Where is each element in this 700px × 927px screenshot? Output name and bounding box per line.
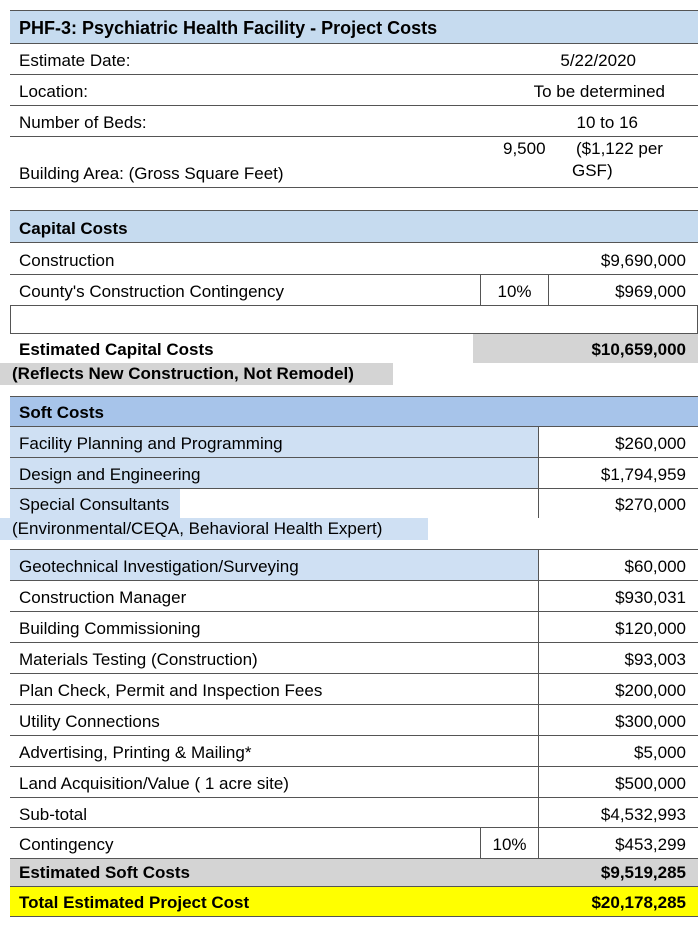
building-area-note-1: ($1,122 per [576,139,663,158]
soft-row [10,704,698,735]
soft-costs-header [10,396,698,426]
info-row-location [10,74,698,105]
percent-cell: 10% [480,828,539,858]
section-title: Soft Costs [19,403,104,422]
row-value: $930,031 [615,588,686,607]
total-value: $10,659,000 [591,340,686,359]
row-value: $1,794,959 [539,458,698,488]
capital-row-construction [10,242,698,274]
row-label: Sub-total [19,805,88,824]
page-title: PHF-3: Psychiatric Health Facility - Project Costs [19,18,438,38]
info-value: 5/22/2020 [560,51,636,70]
grand-total-row [10,886,698,917]
row-label: Land Acquisition/Value ( 1 acre site) [19,774,289,793]
info-value: 10 to 16 [576,113,638,132]
row-label: Facility Planning and Programming [19,434,283,453]
row-value: $9,690,000 [600,251,686,270]
info-row-building-area [10,136,698,188]
row-label: Construction [19,251,115,270]
soft-row [10,457,698,488]
row-label: Contingency [19,835,114,854]
soft-row [10,735,698,766]
capital-note: (Reflects New Construction, Not Remodel) [12,364,354,383]
capital-empty-row [10,306,698,333]
section-title: Capital Costs [19,219,128,238]
column-divider [538,674,539,704]
column-divider [538,736,539,766]
row-value: $453,299 [615,835,686,854]
grand-total-label: Total Estimated Project Cost [19,893,250,912]
column-divider [538,705,539,735]
row-value: $60,000 [624,557,686,576]
grand-total-value: $20,178,285 [591,893,686,912]
row-value: $300,000 [615,712,686,731]
info-label: Estimate Date: [19,51,131,70]
soft-row-contingency [10,827,698,858]
row-label: Geotechnical Investigation/Surveying [19,557,299,576]
info-value: To be determined [533,82,665,101]
row-label: Building Commissioning [19,619,201,638]
soft-row [10,488,698,518]
row-label: Materials Testing (Construction) [19,650,258,669]
column-divider [538,612,539,642]
soft-row [10,797,698,828]
soft-row [10,766,698,797]
row-label: Construction Manager [19,588,187,607]
soft-row [10,580,698,611]
row-value: $260,000 [539,427,698,457]
info-label: Building Area: (Gross Square Feet) [19,164,284,183]
row-value: $5,000 [634,743,686,762]
consultants-note: (Environmental/CEQA, Behavioral Health Expert) [12,519,383,538]
info-label: Location: [19,82,88,101]
percent-cell: 10% [480,275,549,305]
capital-note-row [0,363,393,385]
row-label: Special Consultants [19,495,170,514]
capital-costs-header [10,210,698,242]
total-value: $9,519,285 [600,863,686,882]
row-value: $969,000 [615,282,686,301]
column-divider [538,643,539,673]
info-row-estimate-date [10,43,698,74]
row-label: Utility Connections [19,712,160,731]
capital-row-contingency [10,274,698,306]
row-label: Design and Engineering [19,465,201,484]
row-value: $93,003 [624,650,686,669]
row-value: $4,532,993 [600,805,686,824]
info-row-beds [10,105,698,136]
row-value: $500,000 [615,774,686,793]
row-value: $270,000 [615,495,686,514]
soft-row [10,673,698,704]
row-value: $200,000 [615,681,686,700]
table-title-row [10,10,698,43]
info-label: Number of Beds: [19,113,147,132]
column-divider [538,550,539,580]
row-label: County's Construction Contingency [19,282,284,301]
row-label: Plan Check, Permit and Inspection Fees [19,681,323,700]
column-divider [538,798,539,828]
soft-row [10,611,698,642]
column-divider [538,828,539,858]
building-area-note-2: GSF) [572,161,613,180]
soft-total-row [10,858,698,886]
soft-row [10,426,698,457]
row-label: Advertising, Printing & Mailing* [19,743,252,762]
column-divider [538,581,539,611]
column-divider [538,767,539,797]
total-label: Estimated Capital Costs [19,340,214,359]
building-area-value: 9,500 [503,139,546,158]
capital-total-row [10,333,698,363]
soft-row [10,642,698,673]
total-label: Estimated Soft Costs [19,863,190,882]
consultants-note-row [0,518,428,540]
soft-row [10,549,698,580]
row-value: $120,000 [615,619,686,638]
